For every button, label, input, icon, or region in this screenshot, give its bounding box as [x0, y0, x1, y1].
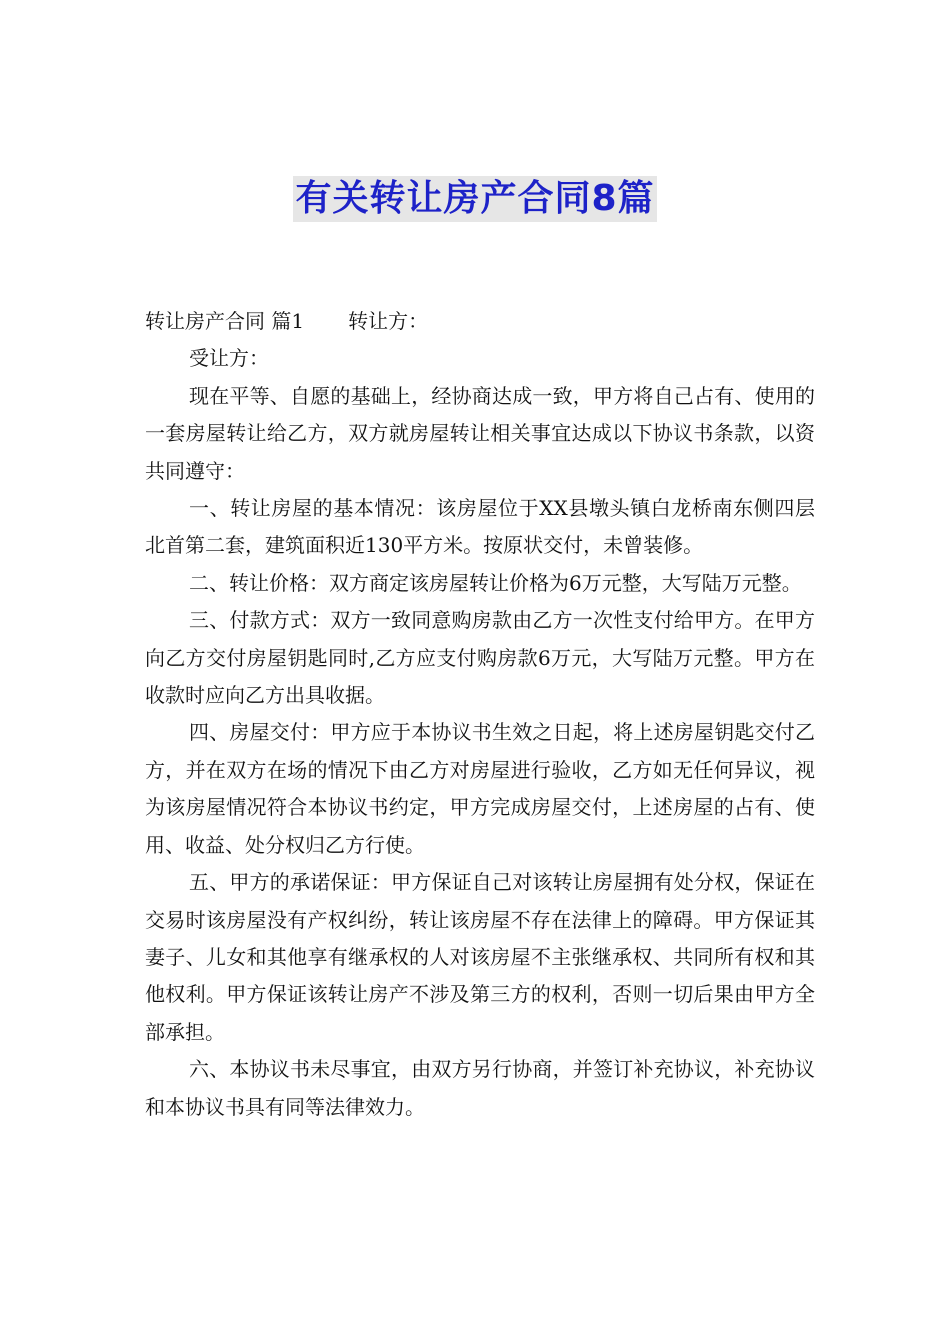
transferor-label: 转让方： [348, 309, 429, 333]
paragraph-clause-1: 一、转让房屋的基本情况：该房屋位于XX县墩头镇白龙桥南东侧四层北首第二套，建筑面积近130平方米。按原状交付，未曾装修。 [145, 496, 815, 558]
paragraph-clause-2: 二、转让价格：双方商定该房屋转让价格为6万元整，大写陆万元整。 [189, 570, 802, 595]
paragraph-clause-4: 四、房屋交付：甲方应于本协议书生效之日起，将上述房屋钥匙交付乙方，并在双方在场的情况下由乙方对房屋进行验收，乙方如无任何异议，视为该房屋情况符合本协议书约定，甲方完成房屋交付，上述房屋的占有、使用、收益、处分权归乙方行使。 [145, 720, 815, 857]
paragraph-clause-3: 三、付款方式：双方一致同意购房款由乙方一次性支付给甲方。在甲方向乙方交付房屋钥匙同时,乙方应支付购房款6万元，大写陆万元整。甲方在收款时应向乙方出具收据。 [145, 608, 815, 708]
document-title: 有关转让房产合同8篇 [293, 176, 656, 222]
document-body [145, 303, 815, 1126]
transferee-label: 受让方： [189, 346, 269, 371]
paragraph-preamble: 现在平等、自愿的基础上，经协商达成一致，甲方将自己占有、使用的一套房屋转让给乙方，双方就房屋转让相关事宜达成以下协议书条款，以资共同遵守： [145, 383, 815, 483]
paragraph-clause-5: 五、甲方的承诺保证：甲方保证自己对该转让房屋拥有处分权，保证在交易时该房屋没有产权纠纷，转让该房屋不存在法律上的障碍。甲方保证其妻子、儿女和其他享有继承权的人对该房屋不主张继承权、共同所有权和其他权利。甲方保证该转让房产不涉及第三方的权利，否则一切后果由甲方全部承担。 [145, 870, 815, 1044]
paragraph-clause-6: 六、本协议书未尽事宜，由双方另行协商，并签订补充协议，补充协议和本协议书具有同等法律效力。 [145, 1057, 815, 1119]
title-container [0, 176, 950, 222]
section-heading: 转让房产合同 篇1 [145, 309, 305, 333]
section-heading-line [145, 303, 815, 340]
